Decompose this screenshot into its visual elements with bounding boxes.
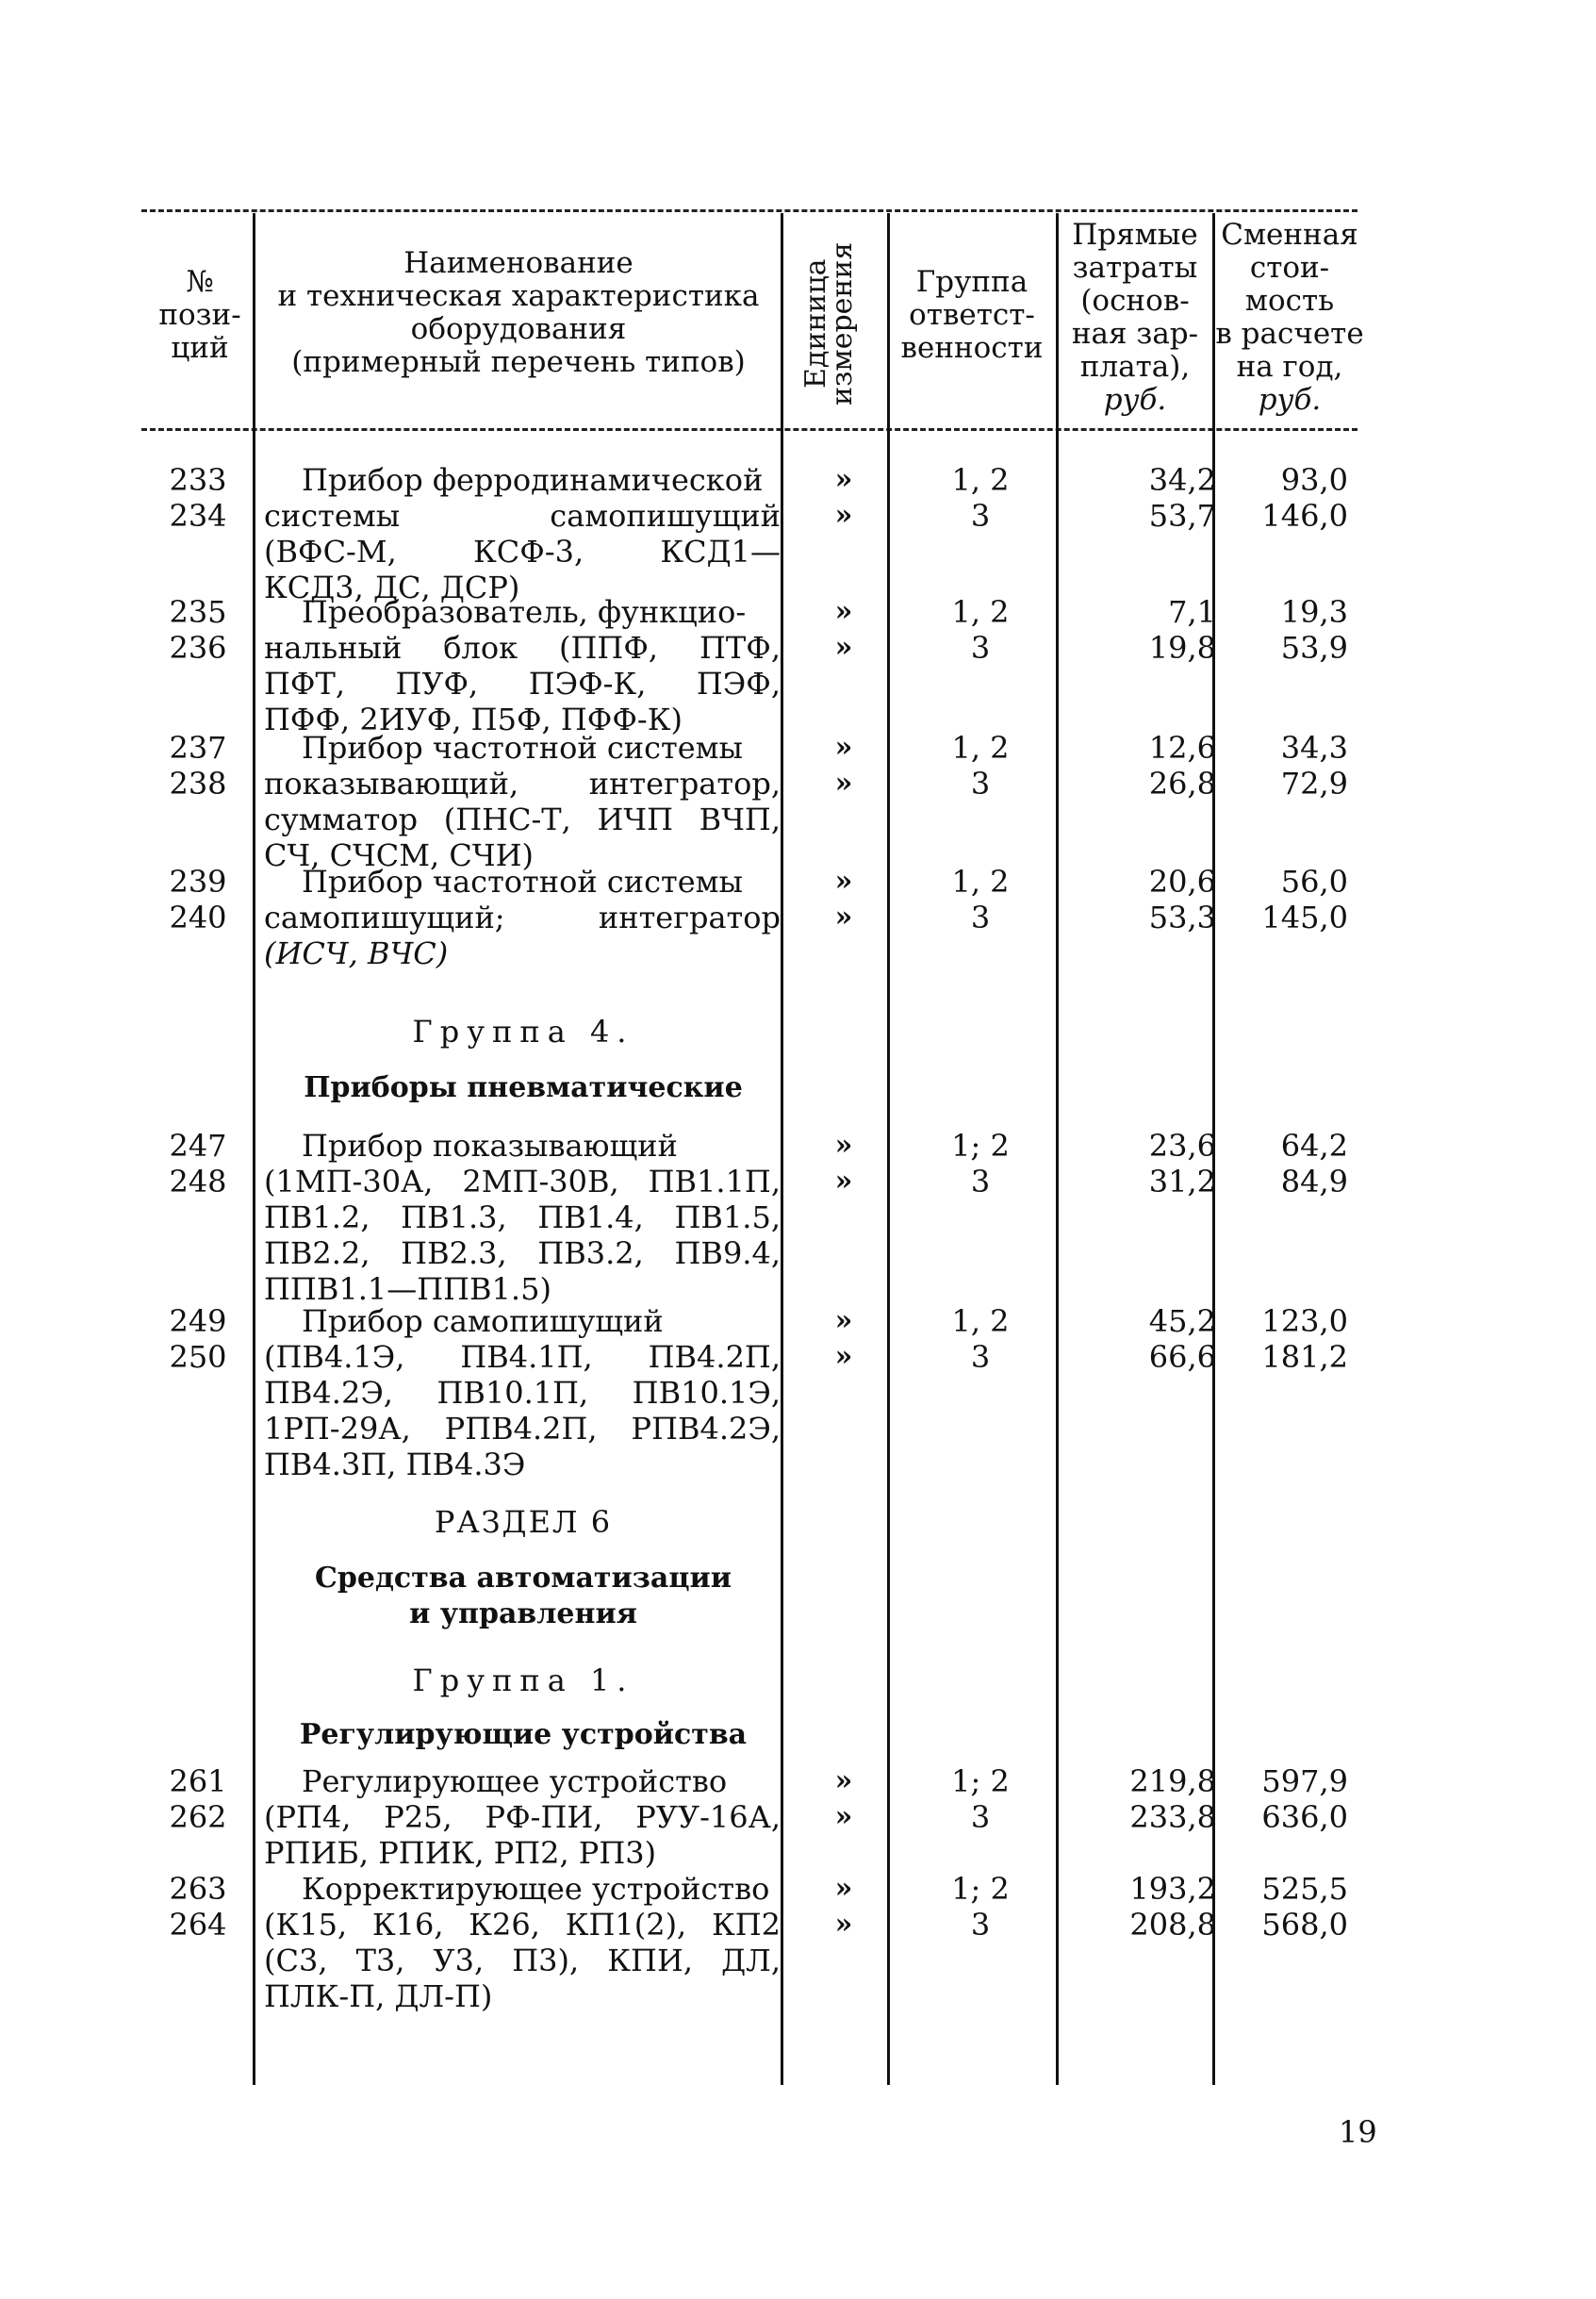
direct-cost-value: 45,2 [1148,1303,1216,1339]
position-number: 235 [169,594,227,630]
shift-cost-value: 146,0 [1261,498,1348,534]
direct-cost-value: 219,8 [1129,1763,1216,1799]
header-name-line: и техническая характеристика [277,279,760,313]
header-direct-line: ная зар- [1071,317,1199,351]
col-divider-1 [253,213,255,2085]
header-shift-line: мость [1244,284,1335,318]
col-divider-4 [1056,213,1059,2085]
shift-cost-value: 636,0 [1261,1799,1348,1835]
shift-cost-value: 181,2 [1261,1339,1348,1375]
description-line: сумматор (ПНС-Т, ИЧП ВЧП, [264,802,781,837]
direct-cost-value: 53,7 [1148,498,1216,534]
equipment-description [264,1763,781,1871]
header-col-unit [799,224,859,422]
unit-ditto: » [834,1908,853,1941]
position-number: 249 [169,1303,227,1339]
description-line: ПВ4.2Э, ПВ10.1П, ПВ10.1Э, [264,1375,781,1411]
description-line: показывающий, интегратор, [264,766,781,802]
direct-cost-value: 31,2 [1148,1164,1216,1199]
equipment-description [264,1303,781,1482]
responsibility-group: 3 [970,766,991,802]
equipment-description [264,594,781,737]
responsibility-group: 1; 2 [951,1871,1010,1907]
unit-ditto: » [834,1872,853,1905]
description-line: Прибор самопишущий [302,1303,664,1339]
description-line: (К15, К16, К26, КП1(2), КП2 [264,1907,781,1943]
description-line: РПИБ, РПИК, РП2, РП3) [264,1835,657,1871]
position-number: 247 [169,1128,227,1164]
section6-title: РАЗДЕЛ 6 [434,1504,613,1540]
header-name-line: (примерный перечень типов) [291,345,746,379]
description-line: СЧ, СЧСМ, СЧИ) [264,837,534,873]
description-line: 1РП-29А, РПВ4.2П, РПВ4.2Э, [264,1411,781,1447]
section6-subtitle-2: и управления [409,1597,637,1630]
shift-cost-value: 34,3 [1280,730,1348,766]
equipment-description [264,730,781,873]
unit-ditto: » [834,631,853,664]
description-line: Прибор показывающий [302,1128,678,1164]
description-line: (ВФС-М, КСФ-3, КСД1— [264,534,781,570]
header-shift-line: Сменная [1221,218,1358,252]
description-line: системы самопишущий [264,498,781,534]
header-col-group [891,266,1053,365]
shift-cost-value: 19,3 [1280,594,1348,630]
direct-cost-value: 53,3 [1148,900,1216,935]
header-col-shift [1214,219,1365,417]
shift-cost-value: 568,0 [1261,1907,1348,1943]
description-line: нальный блок (ППФ, ПТФ, [264,630,781,666]
description-line: ПФФ, 2ИУФ, П5Ф, ПФФ-К) [264,702,683,737]
header-shift-line: в расчете [1215,317,1364,351]
header-group-line: ответст- [909,298,1035,332]
position-number: 264 [169,1907,227,1943]
header-unit-line: измерения [826,241,859,405]
direct-cost-value: 20,6 [1148,864,1216,900]
section6-subtitle-1: Средства автоматизации [315,1562,732,1595]
responsibility-group: 3 [970,1339,991,1375]
unit-ditto: » [834,767,853,800]
shift-cost-value: 53,9 [1280,630,1348,666]
group1-title: Группа 1. [412,1662,634,1698]
responsibility-group: 1, 2 [951,594,1010,630]
position-number: 250 [169,1339,227,1375]
header-direct-line: руб. [1103,383,1167,417]
shift-cost-value: 72,9 [1280,766,1348,802]
description-line: ПФТ, ПУФ, ПЭФ-К, ПЭФ, [264,666,781,702]
header-direct-line: Прямые [1072,218,1198,252]
responsibility-group: 1; 2 [951,1128,1010,1164]
unit-ditto: » [834,731,853,764]
header-num-line: пози- [158,298,241,332]
description-line: (ПВ4.1Э, ПВ4.1П, ПВ4.2П, [264,1339,781,1375]
direct-cost-value: 193,2 [1129,1871,1216,1907]
unit-ditto: » [834,1165,853,1198]
description-line: самопишущий; интегратор [264,900,781,935]
page-number: 19 [1339,2114,1377,2150]
shift-cost-value: 525,5 [1261,1871,1348,1907]
shift-cost-value: 123,0 [1261,1303,1348,1339]
position-number: 236 [169,630,227,666]
responsibility-group: 3 [970,630,991,666]
position-number: 263 [169,1871,227,1907]
unit-ditto: » [834,595,853,628]
header-direct-line: плата), [1079,350,1191,384]
description-line: Прибор частотной системы [302,730,743,766]
responsibility-group: 1; 2 [951,1763,1010,1799]
direct-cost-value: 26,8 [1148,766,1216,802]
shift-cost-value: 84,9 [1280,1164,1348,1199]
header-unit-line: Единица [799,258,832,389]
header-num-line: № [186,265,214,299]
responsibility-group: 3 [970,1799,991,1835]
header-col-num [149,266,251,365]
header-shift-line: на год, [1236,350,1343,384]
position-number: 262 [169,1799,227,1835]
description-line: Преобразователь, функцио- [302,594,747,630]
position-number: 237 [169,730,227,766]
description-line: Прибор ферродинамической [302,462,764,498]
header-bottom-rule [141,428,1357,431]
position-number: 261 [169,1763,227,1799]
responsibility-group: 3 [970,1907,991,1943]
unit-ditto: » [834,1764,853,1797]
group1-subtitle: Регулирующие устройства [299,1718,748,1751]
header-direct-line: (основ- [1080,284,1190,318]
responsibility-group: 1, 2 [951,730,1010,766]
description-line: ПВ2.2, ПВ2.3, ПВ3.2, ПВ9.4, [264,1235,781,1271]
position-number: 240 [169,900,227,935]
responsibility-group: 3 [970,900,991,935]
position-number: 233 [169,462,227,498]
col-divider-3 [887,213,890,2085]
direct-cost-value: 19,8 [1148,630,1216,666]
shift-cost-value: 145,0 [1261,900,1348,935]
description-line: (1МП-30А, 2МП-30В, ПВ1.1П, [264,1164,781,1199]
direct-cost-value: 233,8 [1129,1799,1216,1835]
direct-cost-value: 23,6 [1148,1128,1216,1164]
equipment-description [264,1128,781,1307]
header-shift-line: руб. [1258,383,1322,417]
description-line: ПЛК-П, ДЛ-П) [264,1978,493,2014]
unit-ditto: » [834,499,853,532]
unit-ditto: » [834,463,853,496]
description-line: ПВ1.2, ПВ1.3, ПВ1.4, ПВ1.5, [264,1199,781,1235]
direct-cost-value: 208,8 [1129,1907,1216,1943]
position-number: 239 [169,864,227,900]
table-top-rule [141,209,1357,212]
header-name-line: Наименование [403,246,633,280]
shift-cost-value: 56,0 [1280,864,1348,900]
description-line: Прибор частотной системы [302,864,743,900]
header-col-name [259,247,778,379]
unit-ditto: » [834,1340,853,1373]
description-line: ПВ4.3П, ПВ4.3Э [264,1447,526,1482]
responsibility-group: 1, 2 [951,462,1010,498]
description-line: (ИСЧ, ВЧС) [264,935,449,971]
description-line: Корректирующее устройство [302,1871,770,1907]
header-direct-line: затраты [1072,251,1198,285]
equipment-description [264,1871,781,2014]
group4-title: Группа 4. [412,1014,634,1050]
header-col-direct [1060,219,1210,417]
responsibility-group: 1, 2 [951,864,1010,900]
shift-cost-value: 597,9 [1261,1763,1348,1799]
unit-ditto: » [834,1304,853,1337]
description-line: Регулирующее устройство [302,1763,728,1799]
equipment-description [264,864,781,971]
description-line: ППВ1.1—ППВ1.5) [264,1271,551,1307]
responsibility-group: 3 [970,1164,991,1199]
header-group-line: Группа [915,265,1028,299]
description-line: (С3, Т3, У3, П3), КПИ, ДЛ, [264,1943,781,1978]
unit-ditto: » [834,1800,853,1833]
direct-cost-value: 34,2 [1148,462,1216,498]
header-shift-line: стои- [1249,251,1330,285]
header-group-line: венности [900,331,1044,365]
position-number: 234 [169,498,227,534]
equipment-description [264,462,781,605]
group4-subtitle: Приборы пневматические [304,1071,743,1104]
shift-cost-value: 93,0 [1280,462,1348,498]
position-number: 248 [169,1164,227,1199]
unit-ditto: » [834,1129,853,1162]
responsibility-group: 1, 2 [951,1303,1010,1339]
col-divider-2 [781,213,783,2085]
position-number: 238 [169,766,227,802]
direct-cost-value: 7,1 [1168,594,1216,630]
unit-ditto: » [834,865,853,898]
header-name-line: оборудования [410,312,627,346]
unit-ditto: » [834,901,853,934]
direct-cost-value: 12,6 [1148,730,1216,766]
responsibility-group: 3 [970,498,991,534]
direct-cost-value: 66,6 [1148,1339,1216,1375]
shift-cost-value: 64,2 [1280,1128,1348,1164]
description-line: КСД3, ДС, ДСР) [264,570,520,605]
description-line: (РП4, Р25, РФ-ПИ, РУУ-16А, [264,1799,781,1835]
header-num-line: ций [171,331,229,365]
